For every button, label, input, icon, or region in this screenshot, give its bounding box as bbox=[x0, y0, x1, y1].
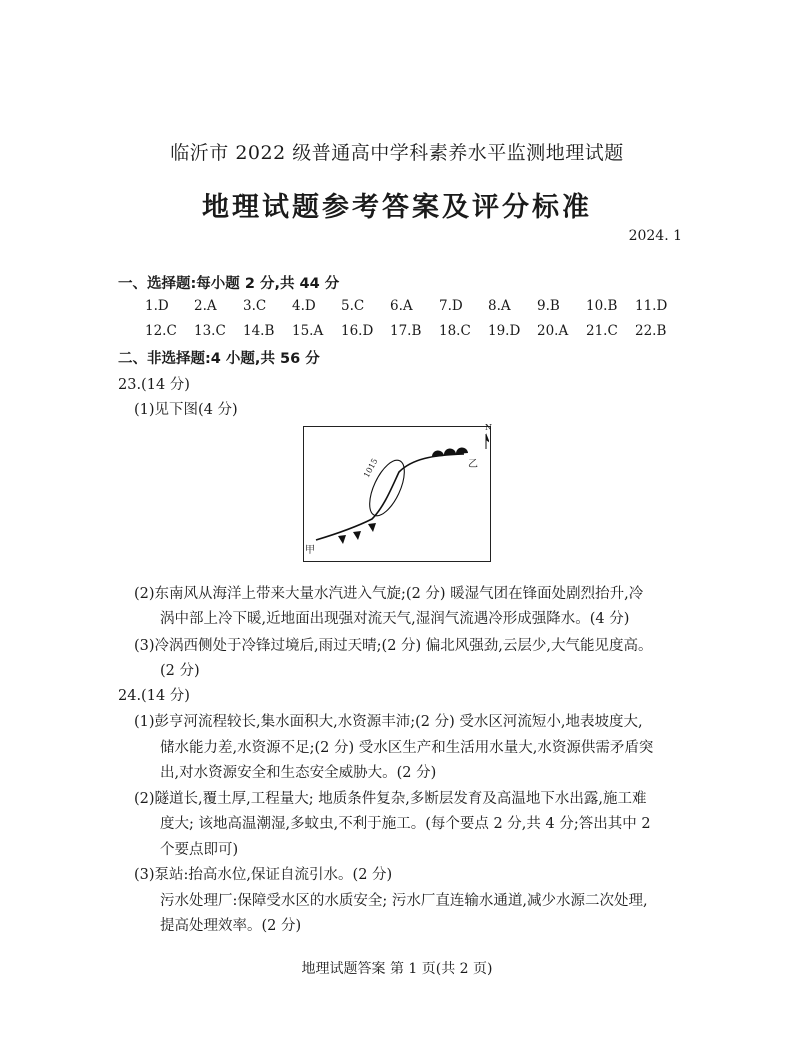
answer-item: 22.B bbox=[635, 323, 667, 339]
q24-part2-line3: 个要点即可) bbox=[160, 842, 239, 858]
answer-item: 13.C bbox=[194, 323, 226, 339]
q24-part1-line3: 出,对水资源安全和生态安全威胁大。(2 分) bbox=[160, 765, 437, 781]
section2-heading: 二、非选择题:4 小题,共 56 分 bbox=[118, 351, 320, 367]
answer-item: 9.B bbox=[537, 298, 560, 314]
q23-part1: (1)见下图(4 分) bbox=[134, 402, 238, 418]
exam-subtitle: 临沂市 2022 级普通高中学科素养水平监测地理试题 bbox=[170, 142, 624, 164]
answer-item: 19.D bbox=[488, 323, 521, 339]
answer-item: 5.C bbox=[341, 298, 365, 314]
q24-part2-line2: 度大; 该地高温潮湿,多蚊虫,不利于施工。(每个要点 2 分,共 4 分;答出其中 2 bbox=[160, 816, 651, 832]
answer-item: 15.A bbox=[292, 323, 324, 339]
answer-item: 11.D bbox=[635, 298, 668, 314]
q24-part3-line3: 提高处理效率。(2 分) bbox=[160, 918, 302, 934]
answer-item: 18.C bbox=[439, 323, 471, 339]
label-jia: 甲 bbox=[305, 545, 315, 556]
answer-item: 20.A bbox=[537, 323, 569, 339]
q24-part1-line2: 储水能力差,水资源不足;(2 分) 受水区生产和生活用水量大,水资源供需矛盾突 bbox=[160, 740, 654, 756]
answer-item: 21.C bbox=[586, 323, 618, 339]
q24-part3-line1: (3)泵站:抬高水位,保证自流引水。(2 分) bbox=[134, 867, 393, 883]
isobar-label: 1015 bbox=[362, 457, 380, 480]
q23-part2-line1: (2)东南风从海洋上带来大量水汽进入气旋;(2 分) 暖湿气团在锋面处剧烈抬升,冷 bbox=[134, 586, 644, 602]
page-title: 地理试题参考答案及评分标准 bbox=[202, 192, 592, 223]
answer-item: 1.D bbox=[145, 298, 169, 314]
q23-part2-line2: 涡中部上冷下暖,近地面出现强对流天气,湿润气流遇冷形成强降水。(4 分) bbox=[160, 611, 630, 627]
answer-item: 6.A bbox=[390, 298, 413, 314]
answer-item: 12.C bbox=[145, 323, 177, 339]
answer-item: 17.B bbox=[390, 323, 422, 339]
north-label: N bbox=[485, 423, 492, 432]
section1-heading: 一、选择题:每小题 2 分,共 44 分 bbox=[118, 276, 340, 292]
q24-part2-line1: (2)隧道长,覆土厚,工程量大; 地质条件复杂,多断层发育及高温地下水出露,施工难 bbox=[134, 791, 647, 807]
answer-item: 3.C bbox=[243, 298, 267, 314]
q23-part3-line2: (2 分) bbox=[160, 663, 200, 679]
weather-map bbox=[303, 423, 492, 562]
answer-item: 7.D bbox=[439, 298, 463, 314]
q24-part1-line1: (1)彭亨河流程较长,集水面积大,水资源丰沛;(2 分) 受水区河流短小,地表坡度大, bbox=[134, 714, 643, 730]
page-footer: 地理试题答案 第 1 页(共 2 页) bbox=[301, 961, 493, 977]
label-yi: 乙 bbox=[468, 459, 478, 470]
answer-item: 4.D bbox=[292, 298, 316, 314]
front-diagram bbox=[304, 427, 489, 560]
date: 2024. 1 bbox=[628, 228, 682, 244]
answer-item: 10.B bbox=[586, 298, 618, 314]
q23-number: 23.(14 分) bbox=[118, 377, 190, 393]
q24-part3-line2: 污水处理厂:保障受水区的水质安全; 污水厂直连输水通道,减少水源二次处理, bbox=[160, 893, 648, 909]
answer-item: 8.A bbox=[488, 298, 511, 314]
answer-item: 14.B bbox=[243, 323, 275, 339]
q23-part3-line1: (3)冷涡西侧处于冷锋过境后,雨过天晴;(2 分) 偏北风强劲,云层少,大气能见度高。 bbox=[134, 638, 653, 654]
q24-number: 24.(14 分) bbox=[118, 688, 190, 704]
answer-item: 2.A bbox=[194, 298, 217, 314]
answer-item: 16.D bbox=[341, 323, 374, 339]
